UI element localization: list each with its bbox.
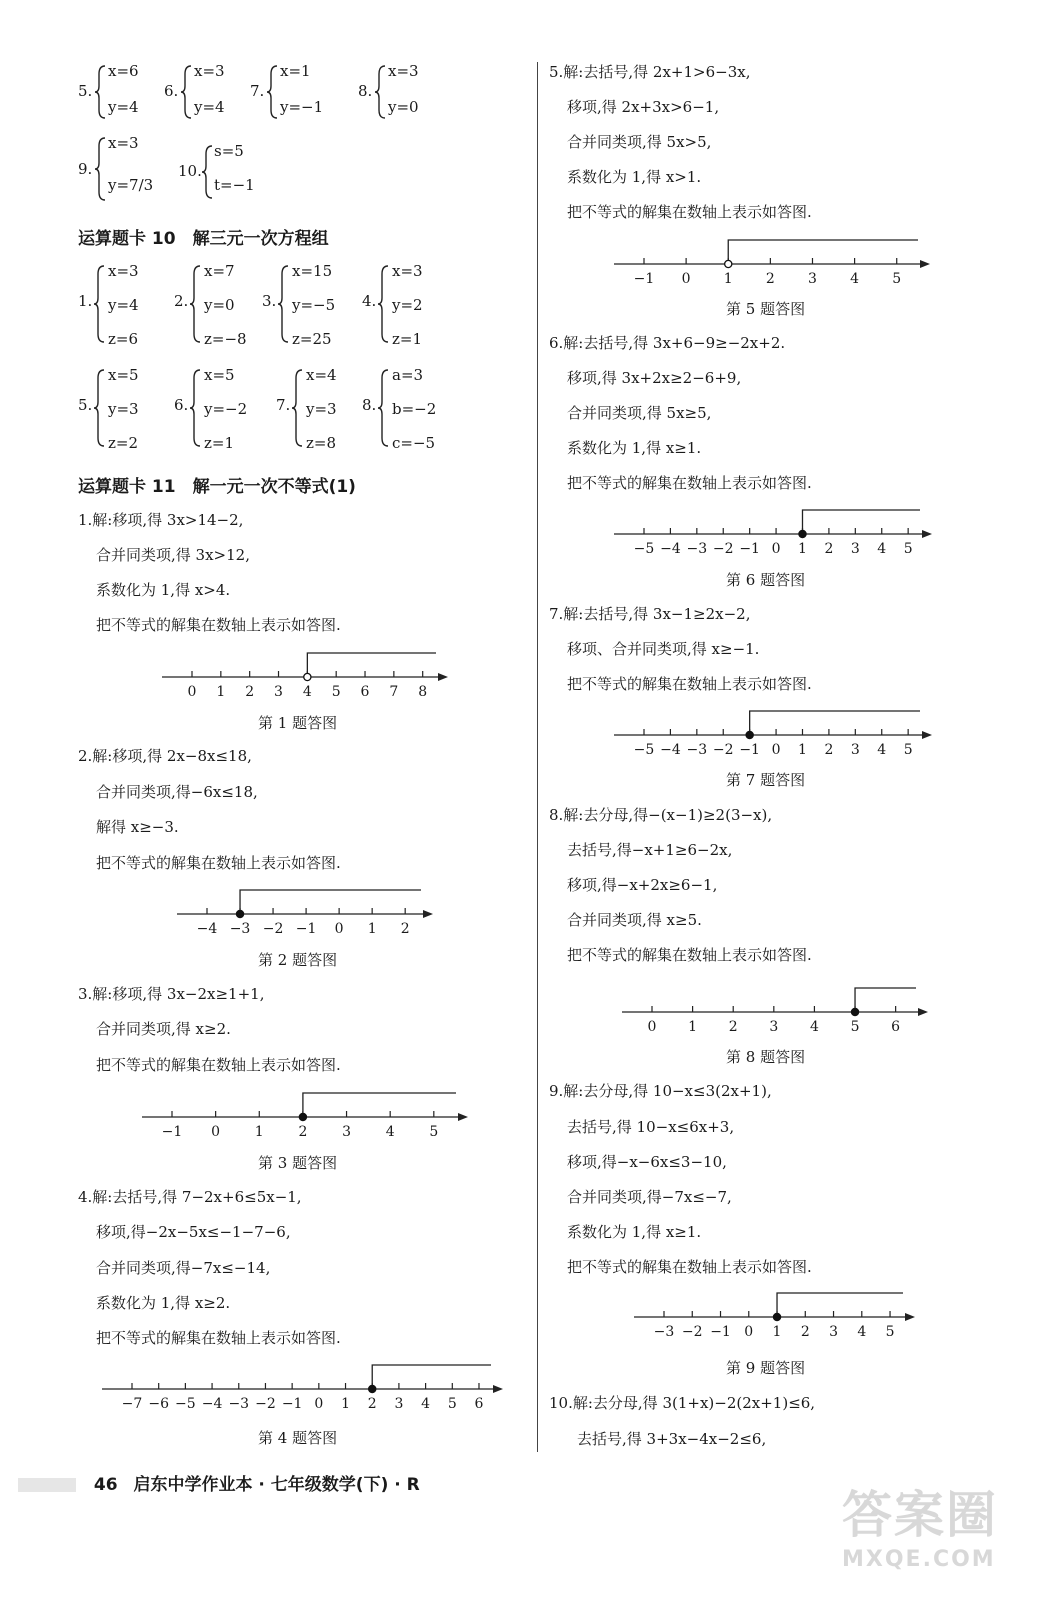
solution-line: 系数化为 1,得 x≥1. xyxy=(567,1223,702,1241)
equation: z=6 xyxy=(108,330,139,348)
closed-point xyxy=(799,530,806,537)
equation: x=1 xyxy=(280,62,311,80)
tick-label: −1 xyxy=(281,1396,303,1412)
solution-line: 合并同类项,得 5x>5, xyxy=(567,133,712,151)
tick-label: 1 xyxy=(216,684,226,700)
tick-label: −1 xyxy=(633,271,655,287)
arrow-icon xyxy=(922,731,932,739)
arrow-icon xyxy=(458,1113,468,1121)
section-heading: 运算题卡 10 解三元一次方程组 xyxy=(78,229,329,249)
tick-label: 4 xyxy=(809,1019,819,1035)
system-answer xyxy=(276,366,376,450)
solution-line: 合并同类项,得 3x>12, xyxy=(96,546,250,564)
item-number: 2. xyxy=(174,292,189,310)
solution-line: 2.解:移项,得 2x−8x≤18, xyxy=(78,747,252,765)
tick-label: 5 xyxy=(903,742,913,758)
item-number: 4. xyxy=(362,292,377,310)
tick-label: 2 xyxy=(824,541,834,557)
system-answer xyxy=(358,62,448,122)
tick-label: 3 xyxy=(769,1019,779,1035)
solution-line: 移项,得−x+2x≥6−1, xyxy=(567,876,718,894)
solution-line: 系数化为 1,得 x>1. xyxy=(567,168,702,186)
tick-label: 5 xyxy=(850,1019,860,1035)
tick-label: 2 xyxy=(400,921,410,937)
tick-label: 2 xyxy=(245,684,255,700)
item-number: 7. xyxy=(250,82,265,100)
solution-ray xyxy=(372,1365,491,1389)
tick-label: −2 xyxy=(255,1396,276,1412)
equation: z=−8 xyxy=(204,330,247,348)
solution-line: 移项,得 2x+3x>6−1, xyxy=(567,98,720,116)
equation: z=1 xyxy=(392,330,423,348)
tick-label: −4 xyxy=(201,1396,223,1412)
equation: y=2 xyxy=(392,296,423,314)
solution-line: 移项,得 3x+2x≥2−6+9, xyxy=(567,369,742,387)
equation: y=0 xyxy=(388,98,419,116)
equation: z=25 xyxy=(292,330,332,348)
equation: x=5 xyxy=(108,366,139,384)
item-number: 9. xyxy=(78,160,93,178)
tick-label: −1 xyxy=(710,1324,731,1340)
tick-label: 4 xyxy=(877,541,887,557)
arrow-icon xyxy=(918,1008,928,1016)
closed-point xyxy=(773,1313,780,1320)
tick-label: 3 xyxy=(342,1124,352,1140)
solution-line: 去括号,得 10−x≤6x+3, xyxy=(567,1118,735,1136)
system-answer xyxy=(178,142,278,202)
closed-point xyxy=(299,1113,306,1120)
closed-point xyxy=(746,731,753,738)
arrow-icon xyxy=(905,1313,915,1321)
solution-line: 系数化为 1,得 x≥2. xyxy=(96,1294,231,1312)
tick-label: 2 xyxy=(800,1324,810,1340)
brace-icon xyxy=(95,136,107,202)
system-answer xyxy=(174,262,277,348)
system-answer xyxy=(78,366,178,450)
arrow-icon xyxy=(920,260,930,268)
figure-caption: 第 7 题答图 xyxy=(726,771,806,789)
tick-label: 5 xyxy=(892,271,902,287)
solution-line: 移项、合并同类项,得 x≥−1. xyxy=(567,640,760,658)
tick-label: 8 xyxy=(418,684,428,700)
item-number: 5. xyxy=(78,82,93,100)
solution-line: 6.解:去括号,得 3x+6−9≥−2x+2. xyxy=(549,334,786,352)
figure-caption: 第 8 题答图 xyxy=(726,1048,806,1066)
solution-line: 把不等式的解集在数轴上表示如答图. xyxy=(567,675,812,693)
tick-label: 3 xyxy=(394,1396,404,1412)
tick-label: −5 xyxy=(175,1396,196,1412)
equation: y=3 xyxy=(108,400,139,418)
number-line-figure xyxy=(612,232,932,292)
book-title: 启东中学作业本 · 七年级数学(下) · R xyxy=(133,1475,420,1495)
tick-label: 3 xyxy=(274,684,283,700)
tick-label: 4 xyxy=(857,1324,867,1340)
closed-point xyxy=(236,910,243,917)
tick-label: 6 xyxy=(474,1396,484,1412)
tick-label: −2 xyxy=(712,541,734,557)
solution-ray xyxy=(750,711,920,735)
page-number: 46 xyxy=(93,1475,118,1495)
brace-icon xyxy=(95,64,107,120)
solution-line: 1.解:移项,得 3x>14−2, xyxy=(78,511,244,529)
equation: x=3 xyxy=(108,134,139,152)
tick-label: −5 xyxy=(633,541,655,557)
brace-icon xyxy=(94,264,106,344)
equation: y=7/3 xyxy=(108,176,154,194)
solution-ray xyxy=(240,890,421,914)
tick-label: −3 xyxy=(686,742,708,758)
solution-line: 8.解:去分母,得−(x−1)≥2(3−x), xyxy=(549,806,773,824)
tick-label: 2 xyxy=(728,1019,738,1035)
system-answer xyxy=(78,262,178,346)
solution-line: 解得 x≥−3. xyxy=(96,818,179,836)
open-point xyxy=(304,673,311,680)
equation: y=4 xyxy=(108,98,139,116)
item-number: 8. xyxy=(362,396,377,414)
solution-line: 把不等式的解集在数轴上表示如答图. xyxy=(96,1056,341,1074)
watermark-text: 答案圈 xyxy=(842,1486,998,1544)
tick-label: 1 xyxy=(798,742,807,758)
tick-label: 1 xyxy=(723,271,733,287)
solution-ray xyxy=(307,653,436,677)
solution-line: 系数化为 1,得 x>4. xyxy=(96,581,231,599)
tick-label: 0 xyxy=(187,684,197,700)
system-answer xyxy=(362,366,462,450)
tick-label: −3 xyxy=(229,921,251,937)
equation: y=0 xyxy=(204,296,235,314)
solution-line: 5.解:去括号,得 2x+1>6−3x, xyxy=(549,63,751,81)
tick-label: 0 xyxy=(771,541,781,557)
equation: t=−1 xyxy=(214,176,255,194)
equation: c=−5 xyxy=(392,434,436,452)
arrow-icon xyxy=(922,530,932,538)
number-line-figure xyxy=(620,980,930,1040)
tick-label: −4 xyxy=(196,921,218,937)
equation: z=1 xyxy=(204,434,235,452)
arrow-icon xyxy=(423,910,433,918)
tick-label: −4 xyxy=(660,541,681,557)
solution-line: 合并同类项,得 x≥2. xyxy=(96,1020,231,1038)
equation: x=3 xyxy=(194,62,225,80)
footer-bar xyxy=(18,1478,76,1492)
solution-line: 移项,得−x−6x≤3−10, xyxy=(567,1153,727,1171)
tick-label: −7 xyxy=(121,1396,143,1412)
section-heading: 运算题卡 11 解一元一次不等式(1) xyxy=(78,477,356,497)
number-line-figure xyxy=(175,882,435,942)
equation: y=4 xyxy=(108,296,139,314)
equation: y=3 xyxy=(306,400,337,418)
tick-label: 5 xyxy=(331,684,341,700)
item-number: 8. xyxy=(358,82,373,100)
solution-line: 合并同类项,得 x≥5. xyxy=(567,911,702,929)
equation: a=3 xyxy=(392,366,424,384)
brace-icon xyxy=(278,264,290,344)
solution-ray xyxy=(728,240,918,264)
tick-label: 4 xyxy=(385,1124,395,1140)
tick-label: 0 xyxy=(771,742,781,758)
brace-icon xyxy=(190,264,202,344)
tick-label: −1 xyxy=(161,1124,183,1140)
number-line-figure xyxy=(612,502,934,562)
equation: s=5 xyxy=(214,142,244,160)
solution-line: 4.解:去括号,得 7−2x+6≤5x−1, xyxy=(78,1188,302,1206)
equation: x=15 xyxy=(292,262,333,280)
tick-label: 2 xyxy=(765,271,775,287)
brace-icon xyxy=(190,368,202,448)
tick-label: 1 xyxy=(772,1324,782,1340)
number-line-figure xyxy=(612,703,934,763)
tick-label: 1 xyxy=(367,921,377,937)
solution-ray xyxy=(802,510,920,534)
tick-label: 4 xyxy=(421,1396,431,1412)
number-line-figure xyxy=(160,645,450,705)
equation: z=8 xyxy=(306,434,337,452)
system-answer xyxy=(78,134,178,206)
solution-line: 合并同类项,得−6x≤18, xyxy=(96,783,258,801)
equation: y=−5 xyxy=(292,296,336,314)
tick-label: 2 xyxy=(367,1396,377,1412)
tick-label: 3 xyxy=(850,541,860,557)
arrow-icon xyxy=(493,1385,503,1393)
tick-label: −1 xyxy=(739,742,760,758)
solution-line: 系数化为 1,得 x≥1. xyxy=(567,439,702,457)
watermark-url: MXQE.COM xyxy=(842,1547,996,1572)
tick-label: 0 xyxy=(647,1019,657,1035)
number-line-figure xyxy=(100,1357,505,1417)
item-number: 6. xyxy=(164,82,179,100)
tick-label: 4 xyxy=(850,271,860,287)
equation: x=3 xyxy=(388,62,419,80)
tick-label: 2 xyxy=(824,742,834,758)
tick-label: −4 xyxy=(660,742,681,758)
solution-ray xyxy=(855,988,916,1012)
tick-label: 1 xyxy=(798,541,807,557)
brace-icon xyxy=(94,368,106,448)
tick-label: −2 xyxy=(712,742,734,758)
figure-caption: 第 6 题答图 xyxy=(726,571,806,589)
tick-label: −1 xyxy=(739,541,760,557)
tick-label: −3 xyxy=(228,1396,250,1412)
number-line-figure xyxy=(632,1285,917,1345)
tick-label: −1 xyxy=(295,921,317,937)
equation: y=−1 xyxy=(280,98,324,116)
tick-label: 0 xyxy=(744,1324,754,1340)
equation: x=7 xyxy=(204,262,235,280)
tick-label: 5 xyxy=(447,1396,457,1412)
brace-icon xyxy=(292,368,304,448)
solution-line: 合并同类项,得−7x≤−14, xyxy=(96,1259,271,1277)
solution-line: 把不等式的解集在数轴上表示如答图. xyxy=(567,946,812,964)
brace-icon xyxy=(181,64,193,120)
tick-label: −2 xyxy=(681,1324,703,1340)
equation: x=5 xyxy=(204,366,235,384)
brace-icon xyxy=(202,144,214,200)
closed-point xyxy=(369,1385,376,1392)
tick-label: 6 xyxy=(360,684,370,700)
tick-label: 2 xyxy=(298,1124,308,1140)
equation: x=4 xyxy=(306,366,337,384)
figure-caption: 第 5 题答图 xyxy=(726,300,806,318)
closed-point xyxy=(851,1008,858,1015)
tick-label: 6 xyxy=(891,1019,901,1035)
solution-line: 去括号,得 3+3x−4x−2≤6, xyxy=(577,1430,767,1448)
solution-line: 移项,得−2x−5x≤−1−7−6, xyxy=(96,1223,291,1241)
brace-icon xyxy=(378,264,390,344)
page-footer xyxy=(18,1470,420,1504)
equation: z=2 xyxy=(108,434,139,452)
tick-label: −5 xyxy=(633,742,655,758)
system-answer xyxy=(78,62,168,122)
brace-icon xyxy=(375,64,387,120)
tick-label: 1 xyxy=(688,1019,698,1035)
equation: b=−2 xyxy=(392,400,437,418)
tick-label: 4 xyxy=(302,684,312,700)
solution-line: 把不等式的解集在数轴上表示如答图. xyxy=(96,854,341,872)
solution-line: 10.解:去分母,得 3(1+x)−2(2x+1)≤6, xyxy=(549,1394,816,1412)
item-number: 6. xyxy=(174,396,189,414)
solution-line: 合并同类项,得−7x≤−7, xyxy=(567,1188,732,1206)
solution-line: 把不等式的解集在数轴上表示如答图. xyxy=(567,474,812,492)
column-divider xyxy=(537,62,538,1452)
solution-ray xyxy=(777,1293,903,1317)
item-number: 5. xyxy=(78,396,93,414)
solution-line: 3.解:移项,得 3x−2x≥1+1, xyxy=(78,985,265,1003)
watermark-logo xyxy=(842,1475,1042,1587)
open-point xyxy=(725,260,732,267)
figure-caption: 第 2 题答图 xyxy=(258,951,338,969)
system-answer xyxy=(174,366,274,450)
equation: x=3 xyxy=(392,262,423,280)
tick-label: 7 xyxy=(389,684,399,700)
solution-line: 合并同类项,得 5x≥5, xyxy=(567,404,712,422)
system-answer xyxy=(262,262,362,346)
solution-line: 把不等式的解集在数轴上表示如答图. xyxy=(567,203,812,221)
tick-label: 5 xyxy=(885,1324,895,1340)
solution-line: 7.解:去括号,得 3x−1≥2x−2, xyxy=(549,605,751,623)
item-number: 7. xyxy=(276,396,291,414)
tick-label: −3 xyxy=(686,541,708,557)
tick-label: 1 xyxy=(254,1124,264,1140)
tick-label: −2 xyxy=(262,921,284,937)
solution-line: 把不等式的解集在数轴上表示如答图. xyxy=(96,616,341,634)
equation: x=6 xyxy=(108,62,139,80)
equation: x=3 xyxy=(108,262,139,280)
item-number: 3. xyxy=(262,292,277,310)
figure-caption: 第 4 题答图 xyxy=(258,1429,338,1447)
solution-ray xyxy=(303,1093,456,1117)
brace-icon xyxy=(267,64,279,120)
brace-icon xyxy=(378,368,390,448)
tick-label: 0 xyxy=(211,1124,221,1140)
item-number: 10. xyxy=(178,162,202,180)
tick-label: 0 xyxy=(681,271,691,287)
figure-caption: 第 9 题答图 xyxy=(726,1359,806,1377)
arrow-icon xyxy=(438,673,448,681)
tick-label: 3 xyxy=(850,742,860,758)
tick-label: 4 xyxy=(877,742,887,758)
solution-line: 9.解:去分母,得 10−x≤3(2x+1), xyxy=(549,1082,772,1100)
equation: y=4 xyxy=(194,98,225,116)
system-answer xyxy=(250,62,350,122)
equation: y=−2 xyxy=(204,400,248,418)
tick-label: 5 xyxy=(903,541,913,557)
tick-label: 0 xyxy=(334,921,344,937)
figure-caption: 第 1 题答图 xyxy=(258,714,338,732)
number-line-figure xyxy=(140,1085,470,1145)
tick-label: 3 xyxy=(829,1324,838,1340)
solution-line: 把不等式的解集在数轴上表示如答图. xyxy=(96,1329,341,1347)
system-answer xyxy=(362,262,462,346)
solution-line: 去括号,得−x+1≥6−2x, xyxy=(567,841,733,859)
item-number: 1. xyxy=(78,292,93,310)
tick-label: 0 xyxy=(314,1396,324,1412)
tick-label: 5 xyxy=(429,1124,439,1140)
tick-label: 3 xyxy=(808,271,817,287)
tick-label: −3 xyxy=(653,1324,675,1340)
figure-caption: 第 3 题答图 xyxy=(258,1154,338,1172)
tick-label: −6 xyxy=(148,1396,170,1412)
solution-line: 把不等式的解集在数轴上表示如答图. xyxy=(567,1258,812,1276)
tick-label: 1 xyxy=(341,1396,350,1412)
system-answer xyxy=(164,62,254,122)
